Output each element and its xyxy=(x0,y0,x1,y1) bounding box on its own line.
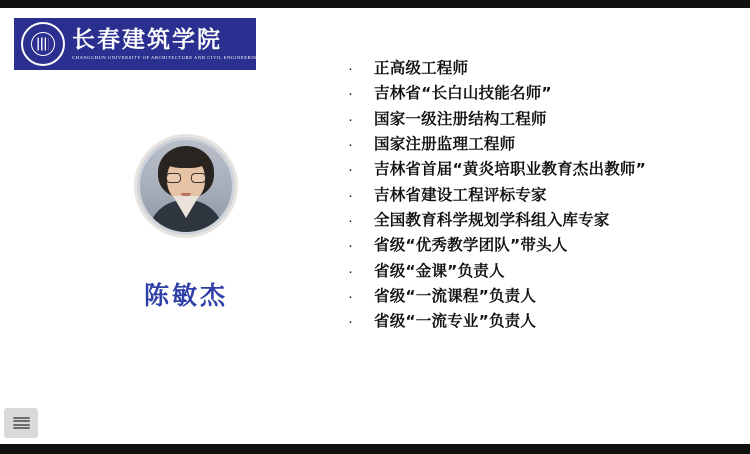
person-name: 陈敏杰 xyxy=(143,281,228,310)
portrait-mouth xyxy=(181,193,191,196)
letterbox-top-bar xyxy=(0,0,750,8)
list-item xyxy=(348,111,740,129)
letterbox-bottom-bar xyxy=(0,444,750,454)
avatar-ring xyxy=(134,134,238,238)
bullet-dot-icon: · xyxy=(348,161,353,179)
portrait-fringe xyxy=(165,152,207,168)
list-item xyxy=(348,187,740,205)
list-lines-glyph xyxy=(13,417,30,430)
university-seal-icon xyxy=(21,22,65,66)
logo-text-group xyxy=(72,26,262,61)
list-item xyxy=(348,85,740,103)
list-item-label: 国家一级注册结构工程师 xyxy=(374,109,547,128)
list-item xyxy=(348,161,740,179)
avatar xyxy=(134,134,238,238)
list-item-label: 吉林省建设工程评标专家 xyxy=(374,185,547,204)
list-item-label: 国家注册监理工程师 xyxy=(374,134,516,153)
list-item-label: 省级“一流课程”负责人 xyxy=(374,286,537,305)
list-item xyxy=(348,212,740,230)
list-item xyxy=(348,237,740,255)
bullet-dot-icon: · xyxy=(348,60,353,77)
list-item-label: 省级“金课”负责人 xyxy=(374,261,505,280)
list-item xyxy=(348,313,740,331)
list-item-label: 全国教育科学规划学科组入库专家 xyxy=(374,210,610,229)
list-lines-icon[interactable] xyxy=(4,408,38,438)
bullet-dot-icon: · xyxy=(348,262,353,280)
list-item-label: 吉林省首届“黄炎培职业教育杰出教师” xyxy=(374,160,646,179)
bullet-dot-icon: · xyxy=(348,135,353,153)
list-item xyxy=(348,263,740,281)
list-item xyxy=(348,288,740,306)
bullet-dot-icon: · xyxy=(348,211,353,229)
university-logo-banner xyxy=(14,18,262,70)
list-item-label: 省级“一流专业”负责人 xyxy=(374,312,537,331)
list-item-label: 吉林省“长白山技能名师” xyxy=(374,84,552,103)
bullet-dot-icon: · xyxy=(348,287,353,305)
bullet-dot-icon: · xyxy=(348,313,353,331)
bullet-dot-icon: · xyxy=(348,186,353,204)
list-item xyxy=(348,60,740,78)
bullet-dot-icon: · xyxy=(348,85,353,103)
credentials-list xyxy=(348,60,740,338)
university-name-cn: 长春建筑学院 xyxy=(72,26,222,53)
avatar-photo xyxy=(140,140,232,232)
bullet-dot-icon: · xyxy=(348,110,353,128)
list-item xyxy=(348,136,740,154)
university-name-en: CHANGCHUN UNIVERSITY OF ARCHITECTURE AND CIVIL ENGINEERING xyxy=(72,54,262,60)
list-item-label: 省级“优秀教学团队”带头人 xyxy=(374,236,568,255)
list-item-label: 正高级工程师 xyxy=(374,59,469,77)
bullet-dot-icon: · xyxy=(348,237,353,255)
portrait-glasses xyxy=(166,173,206,184)
